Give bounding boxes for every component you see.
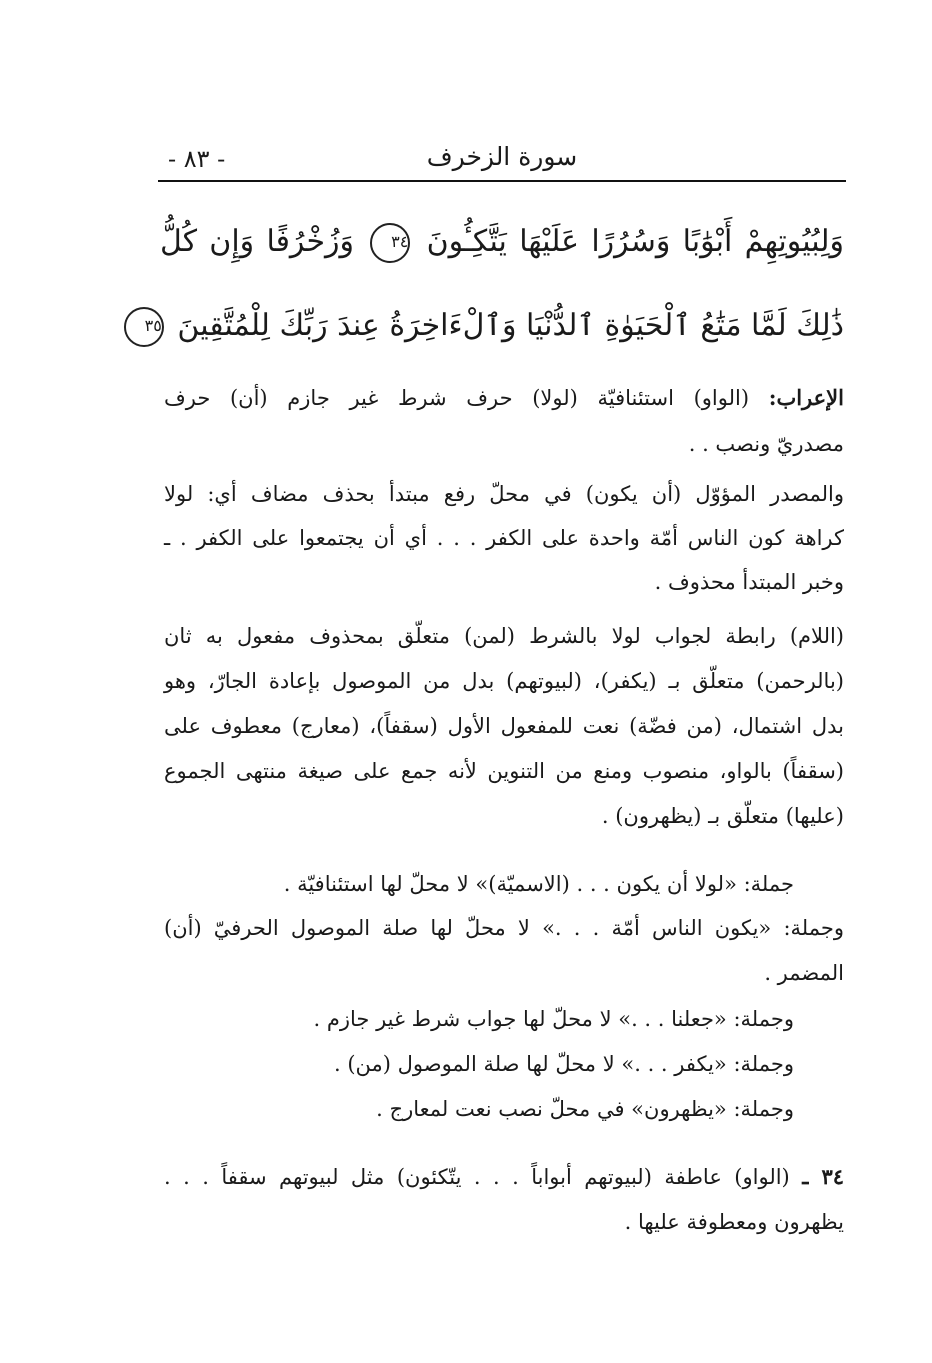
sentence-analysis-5: وجملة: «يظهرون» في محلّ نصب نعت لمعارج .: [376, 1097, 794, 1121]
verse-number: ٣٤ ـ: [802, 1164, 844, 1189]
page-number: - ٨٣ -: [168, 145, 226, 173]
sentence-analysis-2: وجملة: «يكون الناس أمّة . . .» لا محلّ لها صلة الموصول الحرفيّ (أن): [164, 916, 844, 940]
header-rule: [158, 180, 846, 182]
quran-verse-line-2: [144, 296, 844, 356]
text-line: بدل اشتمال، (من فضّة) نعت للمفعول الأول (سقفاً)، (معارج) معطوف على: [164, 714, 844, 738]
verse-34-analysis-cont: يظهرون ومعطوفة عليها .: [624, 1210, 844, 1234]
text-line: (اللام) رابطة لجواب لولا بالشرط (لمن) متعلّق بمحذوف مفعول به ثان: [164, 624, 844, 648]
quran-text: ذَٰلِكَ لَمَّا مَتَٰعُ ٱلْحَيَوٰةِ ٱلدُّنْيَا وَٱلْءَاخِرَةُ عِندَ رَبِّكَ لِلْمُتَّقِينَ: [177, 308, 844, 343]
ayah-number-marker: ٣٥: [124, 307, 164, 347]
text-line: والمصدر المؤوّل (أن يكون) في محلّ رفع مبتدأ بحذف مضاف أي: لولا: [164, 482, 844, 506]
ayah-number-marker: ٣٤: [370, 223, 410, 263]
quran-text: وَلِبُيُوتِهِمْ أَبْوَٰبًا وَسُرُرًا عَلَيْهَا يَتَّكِـُٔونَ: [426, 224, 844, 259]
quran-verse-line-1: [160, 212, 844, 272]
text-line: وخبر المبتدأ محذوف .: [654, 570, 844, 594]
text-span: (الواو) عاطفة (لبيوتهم أبواباً . . . يتّكئون) مثل لبيوتهم سقفاً . . .: [164, 1165, 790, 1189]
verse-34-analysis: [164, 1163, 844, 1191]
text-line: (سقفاً) بالواو، منصوب ومنع من التنوين لأنه جمع على صيغة منتهى الجموع: [164, 759, 844, 783]
sentence-analysis-3: وجملة: «جعلنا . . .» لا محلّ لها جواب شرط غير جازم .: [313, 1007, 794, 1031]
sentence-analysis-1: جملة: «لولا أن يكون . . . (الاسميّة)» لا محلّ لها استئنافيّة .: [283, 872, 794, 896]
irab-para-1-line-2: مصدريّ ونصب . .: [688, 432, 844, 456]
text-span: (الواو) استئنافيّة (لولا) حرف شرط غير جازم (أن) حرف: [164, 386, 750, 410]
quran-text: وَزُخْرُفًا وَإِن كُلُّ: [160, 224, 355, 259]
text-line: (بالرحمن) متعلّق بـ (يكفر)، (لبيوتهم) بدل من الموصول بإعادة الجارّ، وهو: [164, 669, 844, 693]
sentence-analysis-2-cont: المضمر .: [764, 961, 844, 985]
page-header: [158, 140, 846, 178]
text-line: كراهة كون الناس أمّة واحدة على الكفر . . . أي أن يجتمعوا على الكفر . ـ: [164, 526, 844, 550]
text-line: (عليها) متعلّق بـ (يظهرون) .: [601, 804, 844, 828]
surah-title: سورة الزخرف: [426, 142, 578, 171]
irab-label: الإعراب:: [768, 385, 844, 410]
sentence-analysis-4: وجملة: «يكفر . . .» لا محلّ لها صلة الموصول (من) .: [333, 1052, 794, 1076]
irab-para-1-line-1: [164, 384, 844, 412]
